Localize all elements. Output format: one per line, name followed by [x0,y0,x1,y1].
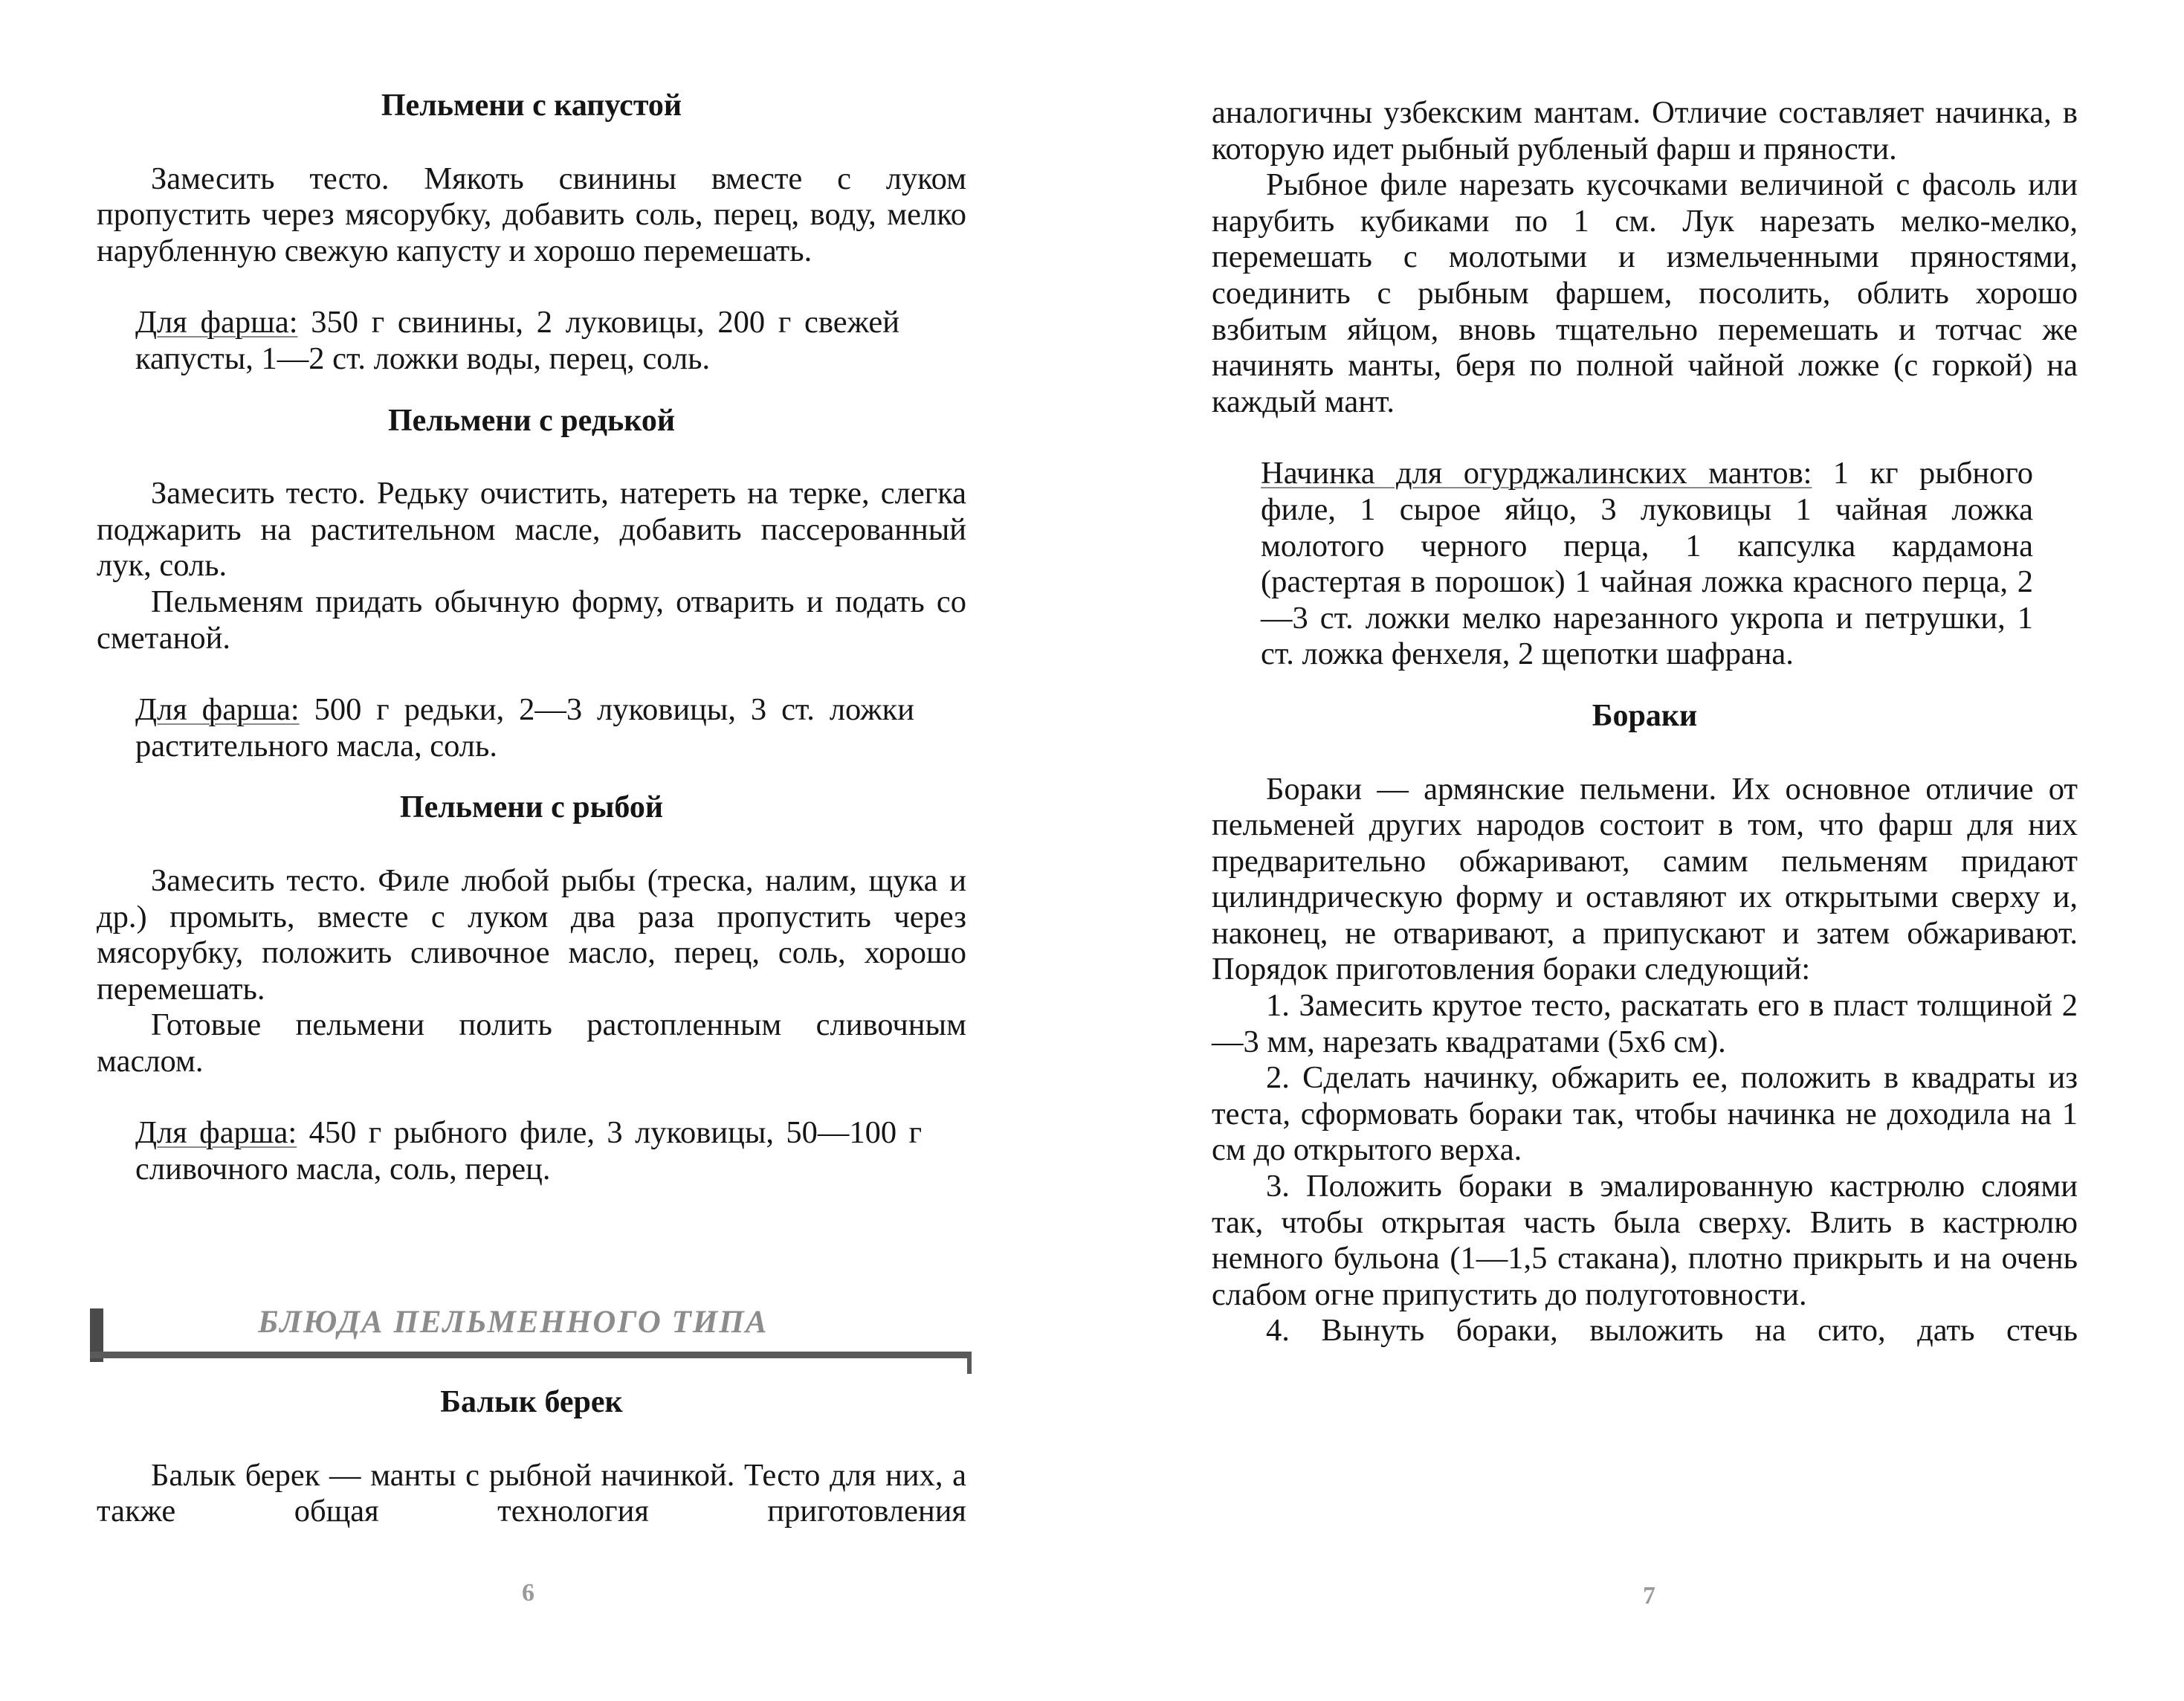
filling-block [97,305,966,377]
filling-text: 500 г редьки, 2—3 луковицы, 3 ст. ложки растительного масла, соль. [135,692,915,764]
balyk-section [97,1384,966,1530]
page-number: 7 [1643,1582,1655,1610]
section-banner [90,1305,972,1383]
step: 1. Замесить крутое тесто, раскатать его в пласт толщиной 2—3 мм, нарезать квадратами (5x6 см). [1212,988,2078,1059]
paragraph: Бораки — армянские пельмени. Их основное отличие от пельменей других народов состоит в том, что фарш для них предварительно обжаривают, самим пельменям придают цилиндрическую форму и оставляют их открытыми сверху и, наконец, не отваривают, а припускают и затем обжаривают. Порядок приготовления бораки следующий: [1212,771,2078,987]
paragraph: Готовые пельмени полить растопленным сливочным маслом. [97,1007,966,1079]
step: 2. Сделать начинку, обжарить ее, положить в квадраты из теста, сформовать бораки так, чтобы начинка не доходила на 1 см до открытого верха. [1212,1060,2078,1168]
filling-block [97,1115,966,1187]
section-title: Пельмени с рыбой [399,790,664,825]
paragraph: Пельменям придать обычную форму, отварить и подать со сметаной. [97,584,966,656]
left-column [97,88,966,1188]
paragraph: Замесить тесто. Редьку очистить, натереть на терке, слегка поджарить на растительном масле, добавить пассерованный лук, соль. [97,476,966,584]
filling-label: Для фарша: [135,692,300,728]
filling-text: 350 г свинины, 2 луковицы, 200 г свежей капусты, 1—2 ст. ложки воды, перец, соль. [135,305,899,376]
paragraph: аналогичны узбекским мантам. Отличие составляет начинка, в которую идет рыбный рубленый фарш и пряности. [1212,95,2078,167]
step: 4. Вынуть бораки, выложить на сито, дать стечь [1266,1313,2078,1349]
paragraph: Балык берек — манты с рыбной начинкой. Тесто для них, а также общая технология приготовления [97,1457,966,1529]
section-title: Бораки [1592,698,1698,733]
banner-rule [90,1352,972,1358]
right-page [1092,0,2184,1701]
section-title: Пельмени с редькой [387,403,676,438]
section-title: Пельмени с капустой [381,88,682,123]
filling-text: 1 кг рыбного филе, 1 сырое яйцо, 3 луковицы 1 чайная ложка молотого черного перца, 1 капсулка кардамона (растертая в порошок) 1 чайная ложка красного перца, 2—3 ст. ложки мелко нарезанного укропа и петрушки, 1 ст. ложка фенхеля, 2 щепотки шафрана. [1261,456,2033,672]
paragraph: Замесить тесто. Филе любой рыбы (треска, налим, щука и др.) промыть, вместе с луком два раза пропустить через мясорубку, положить сливочное масло, перец, соль, хорошо перемешать. [97,862,966,1007]
page-number: 6 [522,1579,534,1607]
banner-tick [967,1352,972,1374]
filling-label: Для фарша: [135,1115,297,1151]
section-title: Балык берек [440,1385,623,1419]
step: 3. Положить бораки в эмалированную кастрюлю слоями так, чтобы открытая часть была сверху. Влить в кастрюлю немного бульона (1—1,5 стакана), плотно прикрыть и на очень слабом огне припустить до полуготовности. [1212,1169,2078,1312]
filling-label: Начинка для огурджалинских мантов: [1261,456,1812,491]
right-column [1212,95,2078,1349]
banner-title: БЛЮДА ПЕЛЬМЕННОГО ТИПА [258,1305,769,1340]
paragraph: Замесить тесто. Мякоть свинины вместе с луком пропустить через мясорубку, добавить соль, перец, воду, мелко нарубленную свежую капусту и хорошо перемешать. [97,161,966,268]
filling-text: 450 г рыбного филе, 3 луковицы, 50—100 г сливочного масла, соль, перец. [135,1115,922,1187]
paragraph: Рыбное филе нарезать кусочками величиной с фасоль или нарубить кубиками по 1 см. Лук нарезать мелко-мелко, перемешать с молотыми и измельченными пряностями, соединить с рыбным фаршем, посолить, облить хорошо взбитым яйцом, вновь тщательно перемешать и тотчас же начинять манты, беря по полной чайной ложке (с горкой) на каждый мант. [1212,167,2078,419]
filling-block [1212,456,2078,673]
filling-label: Для фарша: [135,305,298,340]
filling-block [97,692,966,764]
